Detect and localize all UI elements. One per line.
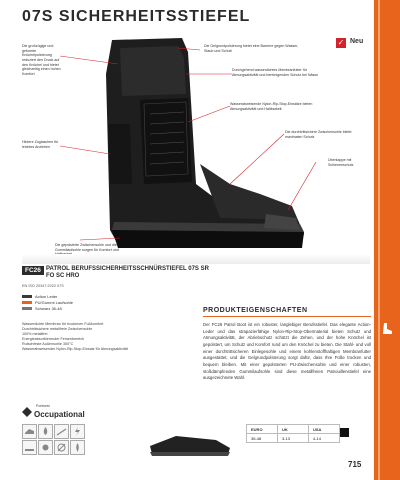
boot-thumbnail (146, 424, 234, 460)
size-header: EURO (247, 425, 278, 434)
callout-toecap: Überkappe mit Schienenschutz (328, 158, 354, 167)
side-color-bar (374, 0, 400, 480)
check-icon: ✓ (337, 38, 345, 47)
description-text: Der FC26 Patrol Boot ist ein robuster, langlebiger Berufsstiefel. Das elegante Action-Leder und das strapazierfähige Nylon-Rip-Stop-Obermaterial bieten Schutz und Atmungsaktivität, der Abriebschutz schützt die Zehen, und der hohe Knöchel ist gepolstert, um Schutz und Komfort rund um den Knöchel zu bieten. Die Stahl- und voll einer durchtrittsicheren Einlegesohle und einem kohlenstoffhaltigen Membranfutter ausgestattet, und die Gelgrundpolsterung sorgt dafür, dass Ihre Füße trocken und bequem bleiben. Mit einer gepolsterten PU-Zwischensohle und einer robusten, stoßdämpfenden Gummilaufsohle sind diese metallfreien Patrouillenstiefel eine ausgezeichnete Wahl. (203, 322, 371, 381)
page-number: 715 (348, 460, 362, 469)
brand-name: Occupational (34, 410, 85, 419)
callout-gusset: Die Gelgrundpolsterung bietet eine Barriere gegen Wasser, Staub und Schutt (204, 44, 299, 53)
feature-item: Energieabsorbierender Fersenbereich (22, 336, 85, 341)
metal-free-icon (54, 440, 69, 455)
spec-color: Schwarz 36-48 (22, 306, 62, 311)
size-table-head (247, 425, 340, 434)
callout-membrane: Durchgehend wasserdichtes Membranfutter für Atmungsaktivität und bereinigenden Schutz bei Nässe (232, 68, 319, 77)
page-title: 07S SICHERHEITSSTIEFEL (22, 8, 251, 25)
product-name: PATROL BERUFSSICHERHEITSSCHNÜRSTIEFEL 07S SR FO SC HRO (46, 266, 209, 280)
size-cell: 36-48 (247, 434, 278, 443)
size-cell: 4-14 (309, 434, 340, 443)
callout-outsole: Die gepolsterte Zwischensohle und die Gummilaufsohle sorgen für Komfort und (55, 243, 119, 252)
water-icon (38, 424, 53, 439)
description-title: PRODUKTEIGENSCHAFTEN (203, 307, 308, 314)
callout-midsole: Die durchtrittsichere Zwischensohle bietet maximalen Schutz (285, 130, 352, 139)
product-code: FC26 (22, 266, 44, 275)
product-norm: EN ISO 20347:2022 07S (22, 284, 64, 288)
spec-swatch (22, 295, 32, 298)
feature-list (22, 322, 192, 352)
feature-item: Rutschfeste Außensohle 300°C (22, 341, 74, 346)
brand-small: Portwest (36, 404, 50, 408)
heel-icon (38, 440, 53, 455)
brand-diamond-icon (22, 407, 32, 417)
description-rule (203, 316, 371, 317)
feature-item: Wasserabweisender Nylon-Rip-Stop-Einsatz für Atmungsaktivität (22, 346, 128, 351)
section-divider (22, 254, 370, 264)
new-badge-label: Neu (350, 38, 364, 45)
spec-upper: Action Leder (22, 294, 57, 299)
boot-sole-icon (22, 440, 37, 455)
color-swatch-black (340, 428, 349, 437)
new-badge (336, 38, 376, 50)
callout-pull-tab: Hintere Zuglaschen für leichtes Anziehen (22, 140, 59, 149)
side-bar-stripe (378, 0, 380, 480)
hro-icon (70, 440, 85, 455)
spec-swatch (22, 301, 32, 304)
spec-sole: PU/Gummi Laufsohle (22, 300, 73, 305)
feature-item: Wasserdichte Membran für trockenen Fußkomfort (22, 322, 104, 326)
slip-icon (54, 424, 69, 439)
boot-image (60, 34, 340, 254)
size-header: USA (309, 425, 340, 434)
certification-icons (22, 424, 132, 464)
size-header: UK (278, 425, 309, 434)
antistatic-icon (70, 424, 85, 439)
spec-swatch (22, 307, 32, 310)
size-table-row (247, 434, 340, 443)
feature-item: Durchtrittsichere metallfreie Zwischensohle (22, 326, 93, 331)
toe-cap-icon (22, 424, 37, 439)
size-table (246, 424, 340, 443)
callout-ankle-padding: Die großzügige und geformte Knöchelpolsterung reduziert den Druck auf den Knöchel und bietet gleichzeitig einen hohen Komfort (22, 44, 61, 77)
boot-icon (381, 322, 393, 336)
size-cell: 3-13 (278, 434, 309, 443)
callout-ripstop: Wasserabweisende Nylon-Rip-Stop-Einsätze bieten Atmungsaktivität und Haltbarkeit (230, 102, 313, 111)
feature-item: 100% metallfrei (22, 331, 48, 336)
